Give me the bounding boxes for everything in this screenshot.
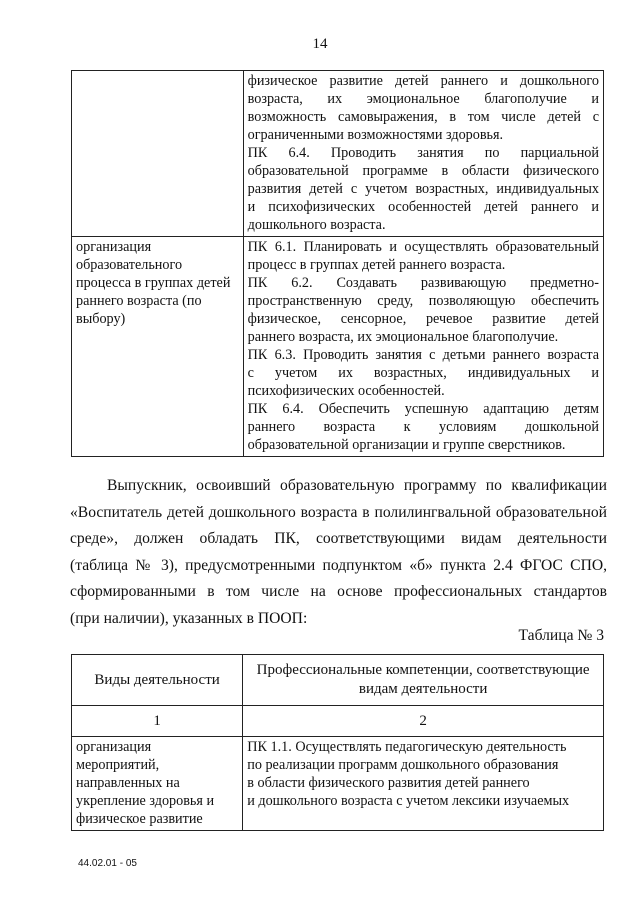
table-number-row	[72, 706, 604, 737]
text-line: образовательного	[76, 257, 183, 273]
table-row	[72, 737, 604, 831]
text-line: мероприятий,	[76, 757, 160, 773]
text-line: выбору)	[76, 311, 126, 327]
text-line: по реализации программ дошкольного образования	[247, 757, 559, 773]
text-line: раннего возраста, их эмоциональное благополучие.	[247, 329, 559, 345]
text-line: возраста, их эмоциональное благополучие и	[247, 91, 599, 107]
text-line: образовательной организации и группе сверстников.	[247, 437, 566, 453]
text-line: физическое, сенсорное, речевое развитие детей	[247, 311, 599, 327]
text-line: ПК 6.2. Создавать развивающую предметно-	[247, 275, 599, 291]
text-line: в области физического развития детей раннего	[247, 775, 530, 791]
text-line: дошкольного возраста.	[247, 217, 386, 233]
column-header: Профессиональные компетенции, соответствующие видам деятельности	[243, 655, 604, 706]
column-header: Виды деятельности	[72, 655, 243, 706]
body-paragraph	[70, 473, 607, 633]
text-line: пространственную среду, позволяющую обеспечить	[247, 293, 599, 309]
text-line: направленных на	[76, 775, 180, 791]
paragraph-line: (при наличии), указанных в ПООП:	[70, 609, 308, 627]
column-number: 1	[72, 706, 243, 737]
table-row	[72, 237, 604, 457]
text-line: ПК 6.4. Проводить занятия по парциальной	[247, 145, 599, 161]
text-line: физическое развитие детей раннего и дошкольного	[247, 73, 599, 89]
text-line: психофизических особенностей.	[247, 383, 445, 399]
text-line: раннего возраста к условиям дошкольной	[247, 419, 599, 435]
activity-cell	[72, 737, 243, 831]
paragraph-line: «Воспитатель детей дошкольного возраста в полилингвальной образовательной	[70, 503, 607, 521]
table-caption: Таблица № 3	[518, 627, 604, 644]
text-line: раннего возраста (по	[76, 293, 202, 309]
paragraph-line: среде», должен обладать ПК, соответствующими видам деятельности	[70, 530, 607, 548]
page-number: 14	[312, 36, 328, 52]
table-row	[72, 71, 604, 237]
competency-cell	[243, 71, 603, 237]
paragraph-line: сформированными в том числе на основе профессиональных стандартов	[70, 583, 607, 601]
text-line: ПК 6.1. Планировать и осуществлять образовательный	[247, 239, 599, 255]
text-line: ПК 6.4. Обеспечить успешную адаптацию детям	[247, 401, 599, 417]
text-line: ПК 6.3. Проводить занятия с детьми раннего возраста	[247, 347, 599, 363]
activity-cell	[72, 237, 244, 457]
footer-code: 44.02.01 - 05	[78, 858, 137, 869]
text-line: ограниченными возможностями здоровья.	[247, 127, 504, 143]
text-line: и дошкольного возраста с учетом лексики изучаемых	[247, 793, 570, 809]
text-line: развития детей с учетом возрастных, индивидуальных	[247, 181, 599, 197]
text-line: физическое развитие	[76, 811, 203, 827]
table-header-row	[72, 655, 604, 706]
paragraph-line: (таблица № 3), предусмотренными подпунктом «б» пункта 2.4 ФГОС СПО,	[70, 556, 607, 574]
text-line: образовательной программе в области физического	[247, 163, 599, 179]
text-line: укрепление здоровья и	[76, 793, 215, 809]
text-line: и психофизических особенностей детей раннего и	[247, 199, 599, 215]
competency-table-3	[71, 654, 604, 831]
text-line: организация	[76, 239, 152, 255]
competency-table-continued	[71, 70, 604, 457]
competency-cell	[243, 737, 604, 831]
paragraph-line: Выпускник, освоивший образовательную программу по квалификации	[107, 477, 607, 494]
competency-cell	[243, 237, 603, 457]
text-line: организация	[76, 739, 152, 755]
column-number: 2	[243, 706, 604, 737]
activity-cell	[72, 71, 244, 237]
text-line: ПК 1.1. Осуществлять педагогическую деятельность	[247, 739, 567, 755]
text-line: возможность самовыражения, в том числе детей с	[247, 109, 599, 125]
text-line: процесса в группах детей	[76, 275, 231, 291]
text-line: процесс в группах детей раннего возраста.	[247, 257, 506, 273]
text-line: с учетом их возрастных, индивидуальных и	[247, 365, 599, 381]
